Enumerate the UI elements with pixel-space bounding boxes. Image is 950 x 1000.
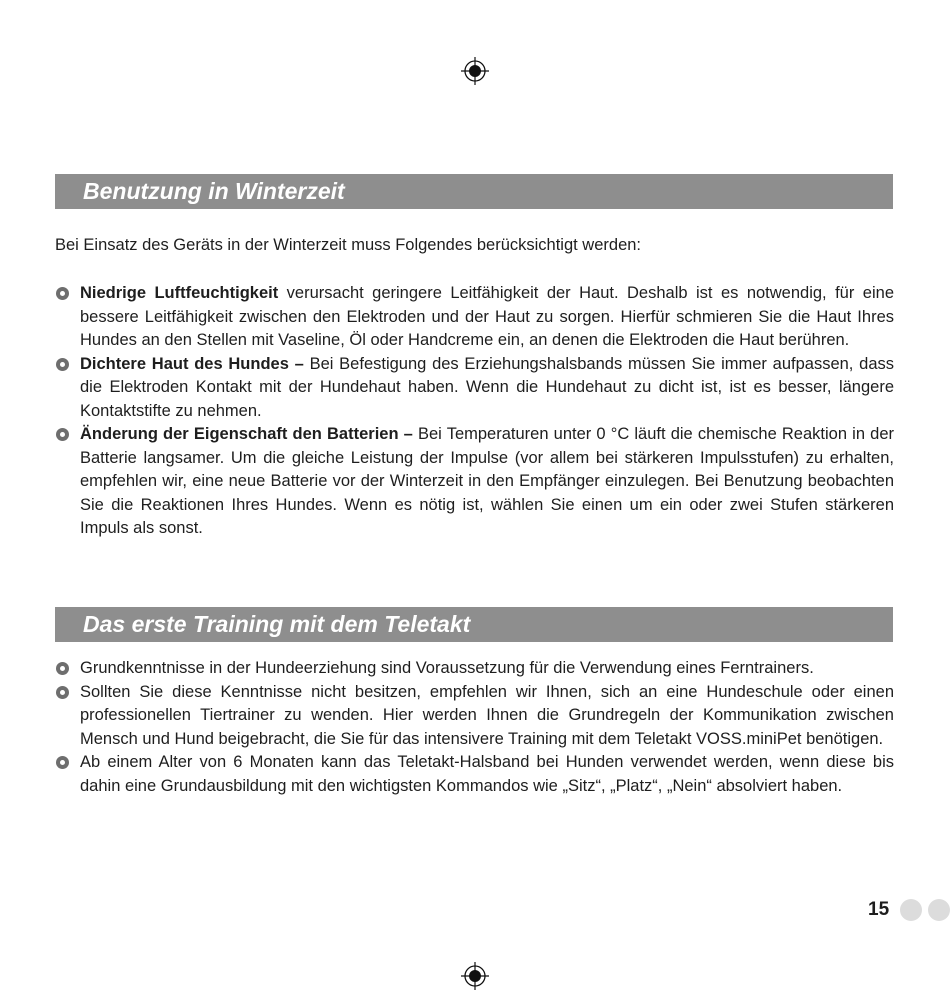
item-text: Sollten Sie diese Kenntnisse nicht besitzen, empfehlen wir Ihnen, sich an eine Hundeschule oder einen professionellen Tiertrainer zu wenden. Hier werden Ihnen die Grundregeln der Kommunikation zwischen Mensch und Hund beigebracht, die Sie für das intensivere Training mit dem Teletakt VOSS.miniPet benötigen. — [80, 682, 894, 748]
registration-mark-icon — [460, 961, 490, 991]
grey-circle-icon — [928, 899, 950, 921]
training-bullet-list — [55, 657, 894, 798]
item-lead: Dichtere Haut des Hundes – — [80, 354, 304, 373]
registration-mark-icon — [460, 56, 490, 86]
section-heading-erstes-training: Das erste Training mit dem Teletakt — [55, 607, 893, 642]
page-number: 15 — [868, 899, 890, 920]
circle-bullet-icon — [56, 662, 69, 675]
circle-bullet-icon — [56, 686, 69, 699]
list-item — [55, 423, 894, 541]
list-item — [55, 282, 894, 353]
intro-paragraph: Bei Einsatz des Geräts in der Winterzeit muss Folgendes berücksichtigt werden: — [55, 236, 642, 254]
section-heading-winterzeit: Benutzung in Winterzeit — [55, 174, 893, 209]
item-lead: Änderung der Eigenschaft den Batterien – — [80, 425, 413, 443]
circle-bullet-icon — [56, 756, 69, 769]
item-text: Bei Befestigung des Erziehungshalsbands müssen Sie immer aufpassen, dass die Elektroden Kontakt mit der Hundehaut haben. Wenn die Hundehaut zu dicht ist, ist es besser, längere Kontaktstifte zu nehmen. — [80, 354, 895, 420]
item-text: Ab einem Alter von 6 Monaten kann das Teletakt-Halsband bei Hunden verwendet werden, wenn diese bis dahin eine Grundausbildung mit den wichtigsten Kommandos wie „Sitz“, „Platz“, „Nein“ absolviert haben. — [80, 753, 894, 795]
list-item — [55, 353, 894, 424]
list-item — [55, 751, 894, 798]
item-text: verursacht geringere Leitfähigkeit der Haut. Deshalb ist es notwendig, für eine bessere Leitfähigkeit zwischen den Elektroden und der Haut zu sorgen. Hierfür schmieren Sie die Haut Ihres Hundes an den Stellen mit Vaseline, Öl oder Handcreme ein, an denen die Elektroden die Haut berühren. — [80, 284, 894, 349]
list-item — [55, 657, 894, 681]
grey-circle-icon — [900, 899, 922, 921]
item-text: Grundkenntnisse in der Hundeerziehung sind Voraussetzung für die Verwendung eines Ferntrainers. — [80, 659, 814, 677]
circle-bullet-icon — [56, 358, 69, 371]
circle-bullet-icon — [56, 287, 69, 300]
item-text: Bei Temperaturen unter 0 °C läuft die chemische Reaktion in der Batterie langsamer. Um die gleiche Leistung der Impulse (vor allem bei stärkeren Impulsstufen) zu erhalten, empfehlen wir, eine neue Batterie vor der Winterzeit in den Empfänger einzulegen. Bei Benutzung beobachten Sie die Reaktionen Ihres Hundes. Wenn es nötig ist, wählen Sie einen um ein oder zwei Stufen stärkeren Impuls als sonst. — [80, 425, 894, 537]
list-item — [55, 681, 894, 752]
winter-bullet-list — [55, 282, 894, 541]
circle-bullet-icon — [56, 428, 69, 441]
item-lead: Niedrige Luftfeuchtigkeit — [80, 284, 279, 302]
